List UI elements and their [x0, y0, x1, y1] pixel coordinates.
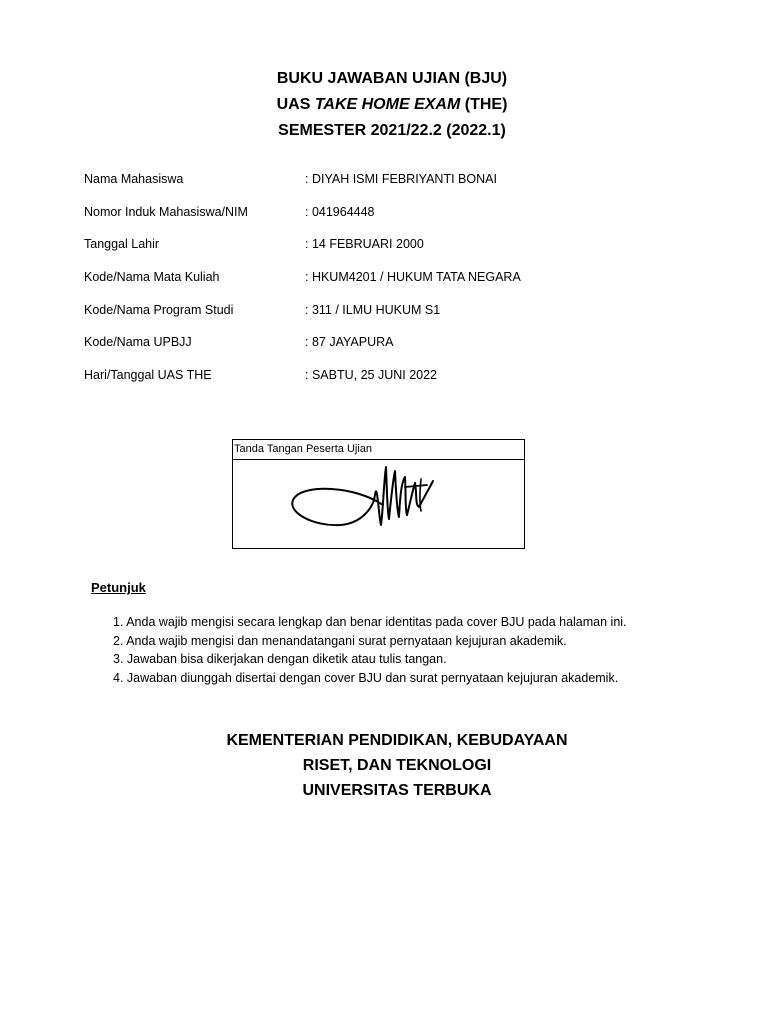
petunjuk-list — [113, 613, 627, 687]
identity-label: Tanggal Lahir — [84, 237, 160, 252]
identity-value: : 041964448 — [305, 204, 375, 219]
identity-value: : DIYAH ISMI FEBRIYANTI BONAI — [305, 172, 497, 186]
signature-image — [233, 459, 524, 548]
title-line-1: BUKU JAWABAN UJIAN (BJU) — [276, 70, 508, 87]
identity-label: Hari/Tanggal UAS THE — [84, 368, 212, 383]
list-item: 2. Anda wajib mengisi dan menandatangani surat pernyataan kejujuran akademik. — [113, 633, 567, 648]
identity-label: Kode/Nama Mata Kuliah — [84, 270, 220, 285]
title-line-3: SEMESTER 2021/22.2 (2022.1) — [278, 122, 506, 139]
identity-value: : HKUM4201 / HUKUM TATA NEGARA — [305, 270, 521, 285]
list-item: 4. Jawaban diunggah disertai dengan cover BJU dan surat pernyataan kejujuran akademik. — [113, 670, 619, 685]
institution-footer — [0, 728, 768, 803]
title-line-2: UAS TAKE HOME EXAM (THE) — [276, 96, 508, 113]
identity-label: Nomor Induk Mahasiswa/NIM — [84, 204, 248, 219]
signature-box — [232, 439, 525, 549]
identity-value: : 311 / ILMU HUKUM S1 — [305, 302, 441, 317]
footer-line-3: UNIVERSITAS TERBUKA — [302, 782, 492, 799]
list-item: 1. Anda wajib mengisi secara lengkap dan benar identitas pada cover BJU pada halaman ini. — [113, 615, 627, 629]
identity-label: Kode/Nama UPBJJ — [84, 335, 192, 350]
identity-label: Nama Mahasiswa — [84, 172, 184, 186]
signature-label: Tanda Tangan Peserta Ujian — [233, 440, 524, 460]
identity-value: : SABTU, 25 JUNI 2022 — [305, 368, 438, 383]
identity-value: : 87 JAYAPURA — [305, 335, 394, 350]
list-item: 3. Jawaban bisa dikerjakan dengan diketik atau tulis tangan. — [113, 652, 447, 666]
identity-label: Kode/Nama Program Studi — [84, 302, 234, 317]
footer-line-1: KEMENTERIAN PENDIDIKAN, KEBUDAYAAN — [226, 732, 568, 749]
petunjuk-heading: Petunjuk — [91, 580, 146, 595]
document-title — [0, 66, 768, 144]
identity-value: : 14 FEBRUARI 2000 — [305, 237, 424, 252]
footer-line-2: RISET, DAN TEKNOLOGI — [302, 757, 492, 774]
